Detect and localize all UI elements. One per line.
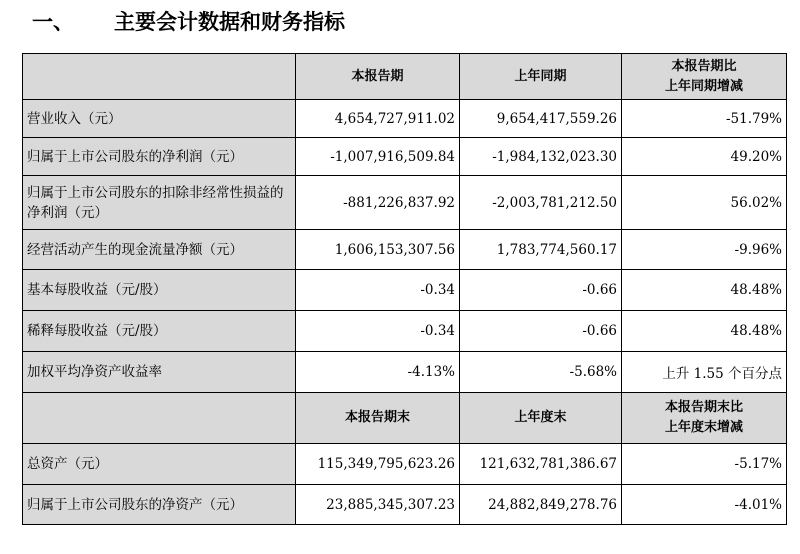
change-value: -51.79%: [622, 100, 787, 138]
row-label: 归属于上市公司股东的净资产（元）: [23, 485, 296, 525]
section-title: 主要会计数据和财务指标: [114, 10, 345, 34]
table-row: [23, 270, 787, 311]
table-row: [23, 485, 787, 525]
header-change-end: 本报告期末比 上年度末增减: [622, 393, 787, 444]
header-blank-cell: [23, 393, 296, 444]
table-row: [23, 230, 787, 270]
row-label: 基本每股收益（元/股）: [23, 270, 296, 311]
section-heading: [32, 4, 345, 40]
current-value: -0.34: [296, 311, 460, 352]
prior-value: -0.66: [460, 270, 622, 311]
row-label: 归属于上市公司股东的净利润（元）: [23, 138, 296, 176]
financial-indicators-table: [22, 53, 787, 525]
table-row: [23, 100, 787, 138]
table-row: [23, 311, 787, 352]
header-prior-period: 上年同期: [460, 54, 622, 100]
current-value: -1,007,916,509.84: [296, 138, 460, 176]
row-label: 营业收入（元）: [23, 100, 296, 138]
current-value: -4.13%: [296, 352, 460, 393]
header-row-period: [23, 54, 787, 100]
change-value: -5.17%: [622, 444, 787, 485]
current-value: 4,654,727,911.02: [296, 100, 460, 138]
change-value: 48.48%: [622, 270, 787, 311]
prior-value: -5.68%: [460, 352, 622, 393]
prior-value: -0.66: [460, 311, 622, 352]
header-current-period: 本报告期: [296, 54, 460, 100]
header-prior-year-end: 上年度末: [460, 393, 622, 444]
section-number: 一、: [32, 10, 74, 34]
header-change: 本报告期比 上年同期增减: [622, 54, 787, 100]
current-value: 23,885,345,307.23: [296, 485, 460, 525]
change-value: 48.48%: [622, 311, 787, 352]
change-value: 上升 1.55 个百分点: [622, 352, 787, 393]
table-row: [23, 176, 787, 230]
row-label: 稀释每股收益（元/股）: [23, 311, 296, 352]
change-value: 56.02%: [622, 176, 787, 230]
prior-value: 24,882,849,278.76: [460, 485, 622, 525]
prior-value: -1,984,132,023.30: [460, 138, 622, 176]
row-label: 归属于上市公司股东的扣除非经常性损益的净利润（元）: [23, 176, 296, 230]
row-label: 总资产（元）: [23, 444, 296, 485]
row-label: 加权平均净资产收益率: [23, 352, 296, 393]
table-row: [23, 444, 787, 485]
current-value: 1,606,153,307.56: [296, 230, 460, 270]
header-row-period-end: [23, 393, 787, 444]
current-value: -0.34: [296, 270, 460, 311]
change-value: -9.96%: [622, 230, 787, 270]
prior-value: -2,003,781,212.50: [460, 176, 622, 230]
row-label: 经营活动产生的现金流量净额（元）: [23, 230, 296, 270]
table-row: [23, 138, 787, 176]
change-value: -4.01%: [622, 485, 787, 525]
table-row: [23, 352, 787, 393]
prior-value: 9,654,417,559.26: [460, 100, 622, 138]
current-value: -881,226,837.92: [296, 176, 460, 230]
prior-value: 1,783,774,560.17: [460, 230, 622, 270]
header-blank-cell: [23, 54, 296, 100]
header-current-period-end: 本报告期末: [296, 393, 460, 444]
current-value: 115,349,795,623.26: [296, 444, 460, 485]
prior-value: 121,632,781,386.67: [460, 444, 622, 485]
change-value: 49.20%: [622, 138, 787, 176]
